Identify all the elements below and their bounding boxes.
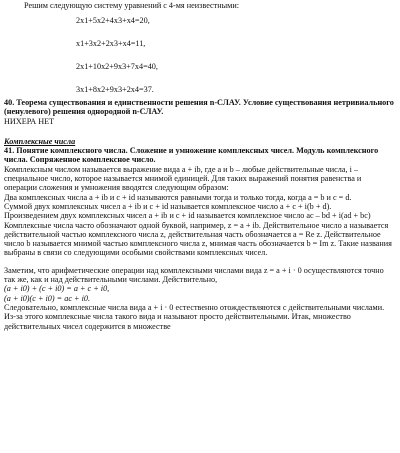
paragraph-definition: Комплексным числом называется выражение вида a + ib, где a и b – любые действительные числа, i – специальное число, которое называется мнимой единицей. Для таких выражений понятия равенства и операции сложения и умножения вводятся следующим образом: [4, 164, 362, 193]
question-41-heading: 41. Понятие комплексного числа. Сложение и умножение комплексных чисел. Модуль комплексного числа. Сопряженное комплексное число. [4, 146, 379, 165]
formula-sum: (a + i0) + (c + i0) = a + c + i0, [4, 284, 110, 294]
question-40-answer: НИХЕРА НЕТ [4, 116, 55, 126]
intro-text: Решим следующую систему уравнений с 4-мя неизвестными: [24, 1, 239, 10]
equation-3: 2x1+10x2+9x3+7x4=40, [76, 61, 158, 71]
paragraph-sum: Суммой двух комплексных чисел a + ib и c + id называется комплексное число a + c + i(b + d). [4, 201, 332, 211]
paragraph-notation: Комплексные числа часто обозначают одной буквой, например, z = a + ib. Действительное число a называется действительной частью комплексного числа z, действительная часть обозначается a = Re z. Действительное число b называется мнимой частью комплексного числа z, мнимая часть обозначается b = Im z. Такие названия выбраны в связи со следующими особыми свойствами комплексных чисел. [4, 220, 392, 258]
equation-2: x1+3x2+2x3+x4=11, [76, 39, 146, 49]
paragraph-arithmetic: Заметим, что арифметические операции над комплексными числами вида z = a + i · 0 осуществляются точно так же, как и над действительными числами. Действительно, [4, 265, 384, 285]
formula-product: (a + i0)(c + i0) = ac + i0. [4, 293, 90, 303]
equation-1: 2x1+5x2+4x3+x4=20, [76, 16, 150, 26]
equation-4: 3x1+8x2+9x3+2x4=37. [76, 84, 154, 94]
equation-system [4, 16, 396, 94]
paragraph-gap [4, 258, 396, 266]
question-40-heading: 40. Теорема существования и единственности решения n-СЛАУ. Условие существования нетривиального (ненулевого) решения однородной n-СЛАУ. [4, 97, 394, 117]
paragraph-conclusion: Следовательно, комплексные числа вида a + i · 0 естественно отождествляются с действительными числами. Из-за этого комплексные числа такого вида и называют просто действительными. Итак, множество действительных чисел содержится в множестве [4, 302, 385, 331]
paragraph-product: Произведением двух комплексных чисел a + ib и c + id называется комплексное число ac – bd + i(ad + bc) [4, 211, 371, 221]
section-title: Комплексные числа [4, 136, 76, 146]
paragraph-equality: Два комплексных числа a + ib и c + id называются равными тогда и только тогда, когда a = b и c = d. [4, 192, 352, 202]
